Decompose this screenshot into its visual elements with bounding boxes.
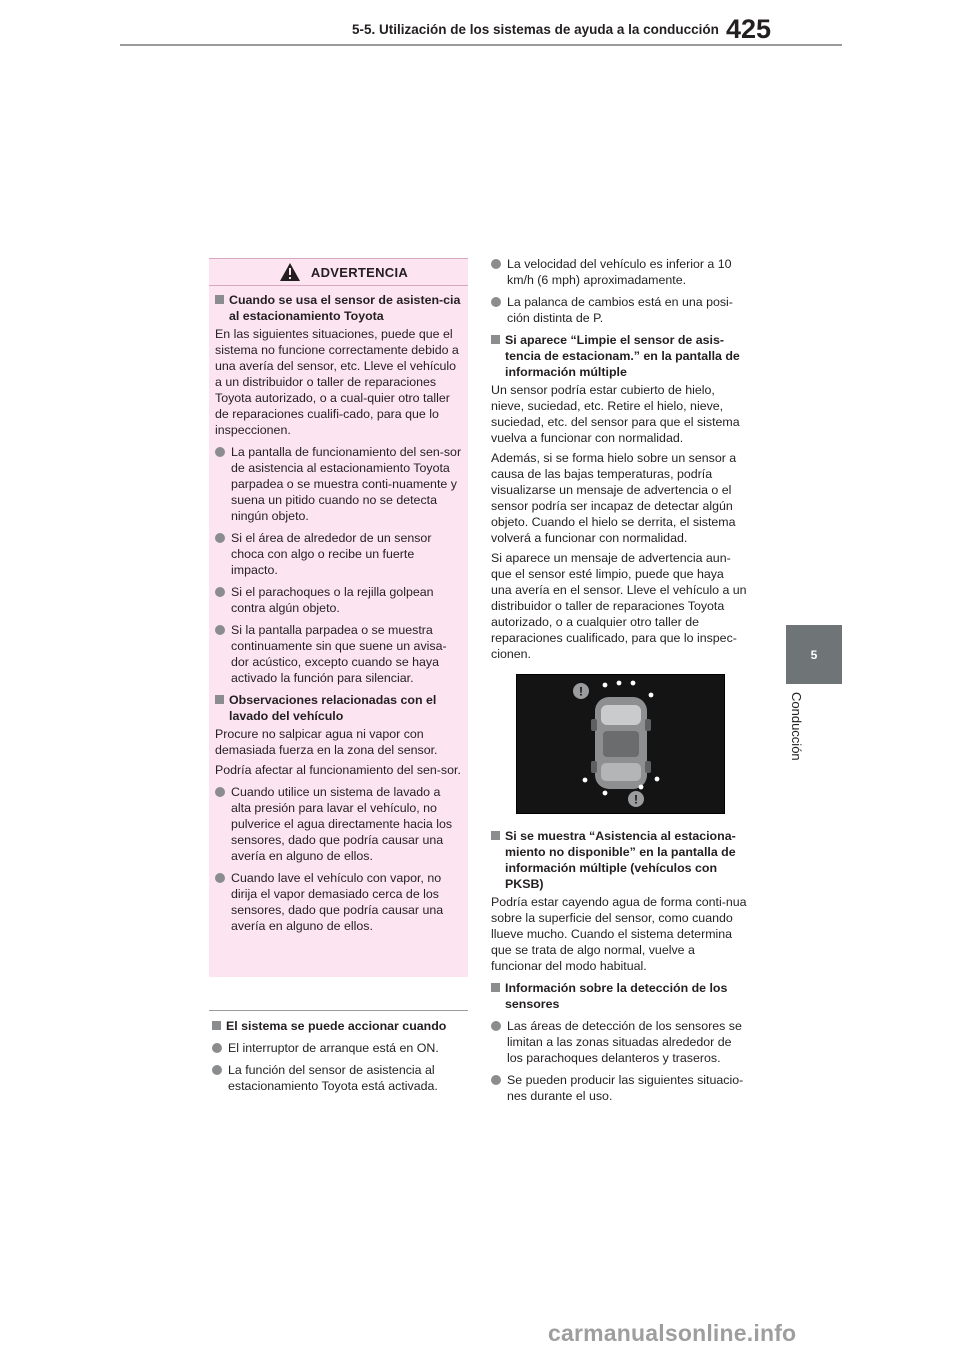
warning-bullet: Si el parachoques o la rejilla golpean contra algún objeto. xyxy=(215,584,462,616)
right-column xyxy=(491,256,747,1108)
chapter-tab xyxy=(786,625,842,684)
chapter-label: Conducción xyxy=(789,692,804,761)
watermark: carmanualsonline.info xyxy=(548,1320,797,1346)
page-number: 425 xyxy=(726,14,772,44)
left-column-rule xyxy=(209,1010,468,1011)
heading-clean-sensor: Si aparece “Limpie el sensor de asis-tencia de estacionam.” en la pantalla de información múltiple xyxy=(491,332,747,380)
heading-detection-info: Información sobre la detección de los sensores xyxy=(491,980,747,1012)
vehicle-sensor-illustration xyxy=(517,675,724,813)
heading-assist-unavailable: Si se muestra “Asistencia al estaciona-miento no disponible” en la pantalla de información múltiple (vehículos con PKSB) xyxy=(491,828,747,892)
list-item: La función del sensor de asistencia al estacionamiento Toyota está activada. xyxy=(212,1062,468,1094)
warning-paragraph: En las siguientes situaciones, puede que el sistema no funcione correctamente debido a una avería del sensor, etc. Lleve el vehículo a un distribuidor o taller de reparaciones Toyota autorizado, o a cual-quier otro taller de reparaciones cualifi-cado, para que lo inspeccionen. xyxy=(215,327,459,437)
warning-triangle-icon xyxy=(279,262,301,282)
warning-bullet: Cuando lave el vehículo con vapor, no dirija el vapor demasiado cerca de los sensores, dado que podría causar una avería en alguno de ellos. xyxy=(215,870,462,934)
sensor-display-figure xyxy=(516,674,725,814)
warning-glyph: ! xyxy=(579,684,583,699)
warning-separator xyxy=(209,285,468,286)
warning-bullet: La pantalla de funcionamiento del sen-sor de asistencia al estacionamiento Toyota parpadea o se muestra conti-nuamente y suena un pitido cuando no se detecta ningún objeto. xyxy=(215,444,462,524)
left-column-bottom xyxy=(212,1012,468,1098)
warning-bullet: Cuando utilice un sistema de lavado a alta presión para lavar el vehículo, no pulverice el agua directamente hacia los sensores, dado que podría causar una avería en alguno de ellos. xyxy=(215,784,462,864)
warning-glyph: ! xyxy=(634,792,638,807)
warning-title: ADVERTENCIA xyxy=(310,264,409,280)
sensor-warning-icon-rear xyxy=(628,791,644,807)
paragraph: Un sensor podría estar cubierto de hielo, nieve, suciedad, etc. Retire el hielo, nieve, suciedad, etc. del sensor para que el sistema vuelva a funcionar con normalidad. xyxy=(491,383,740,445)
header-rule xyxy=(120,44,842,46)
warning-paragraph: Procure no salpicar agua ni vapor con demasiada fuerza en la zona del sensor. xyxy=(215,727,438,757)
paragraph: Además, si se forma hielo sobre un sensor a causa de las bajas temperaturas, podría visualizarse un mensaje de advertencia o el sensor podría ser incapaz de detectar algún objeto. Cuando el hielo se derrita, el sistema volverá a funcionar con normalidad. xyxy=(491,451,737,545)
warning-bullet: Si la pantalla parpadea o se muestra continuamente sin que suene un avisa-dor acústico, excepto cuando se haya activado la función para silenciar. xyxy=(215,622,462,686)
list-item: Las áreas de detección de los sensores se limitan a las zonas situadas alrededor de los parachoques delanteros y traseros. xyxy=(491,1018,747,1066)
vehicle-icon xyxy=(591,697,651,789)
warning-header xyxy=(209,259,468,285)
warning-paragraph: Podría afectar al funcionamiento del sen-sor. xyxy=(215,763,461,777)
heading-system-operable: El sistema se puede accionar cuando xyxy=(212,1018,468,1034)
list-item: El interruptor de arranque está en ON. xyxy=(212,1040,468,1056)
chapter-number: 5 xyxy=(810,647,818,662)
paragraph: Podría estar cayendo agua de forma conti-nua sobre la superficie del sensor, como cuando llueve mucho. Cuando el sistema determina que se trata de algo normal, vuelve a funcionar del modo habitual. xyxy=(491,895,747,973)
warning-bullet: Si el área de alrededor de un sensor choca con algo o recibe un fuerte impacto. xyxy=(215,530,462,578)
list-item: La velocidad del vehículo es inferior a 10 km/h (6 mph) aproximadamente. xyxy=(491,256,747,288)
sensor-warning-icon-front xyxy=(573,683,589,699)
warning-box xyxy=(209,258,468,977)
paragraph: Si aparece un mensaje de advertencia aun-que el sensor esté limpio, puede que haya una avería en el sensor. Lleve el vehículo a un distribuidor o taller de reparaciones Toyota autorizado, o a cualquier otro taller de reparaciones cualificado, para que lo inspec-cionen. xyxy=(491,551,747,661)
section-title: 5-5. Utilización de los sistemas de ayuda a la conducción xyxy=(352,22,719,37)
warning-heading-washing: Observaciones relacionadas con el lavado del vehículo xyxy=(215,692,462,724)
list-item: Se pueden producir las siguientes situacio-nes durante el uso. xyxy=(491,1072,747,1104)
warning-heading-sensor-use: Cuando se usa el sensor de asisten-cia al estacionamiento Toyota xyxy=(215,292,462,324)
list-item: La palanca de cambios está en una posi-ción distinta de P. xyxy=(491,294,747,326)
